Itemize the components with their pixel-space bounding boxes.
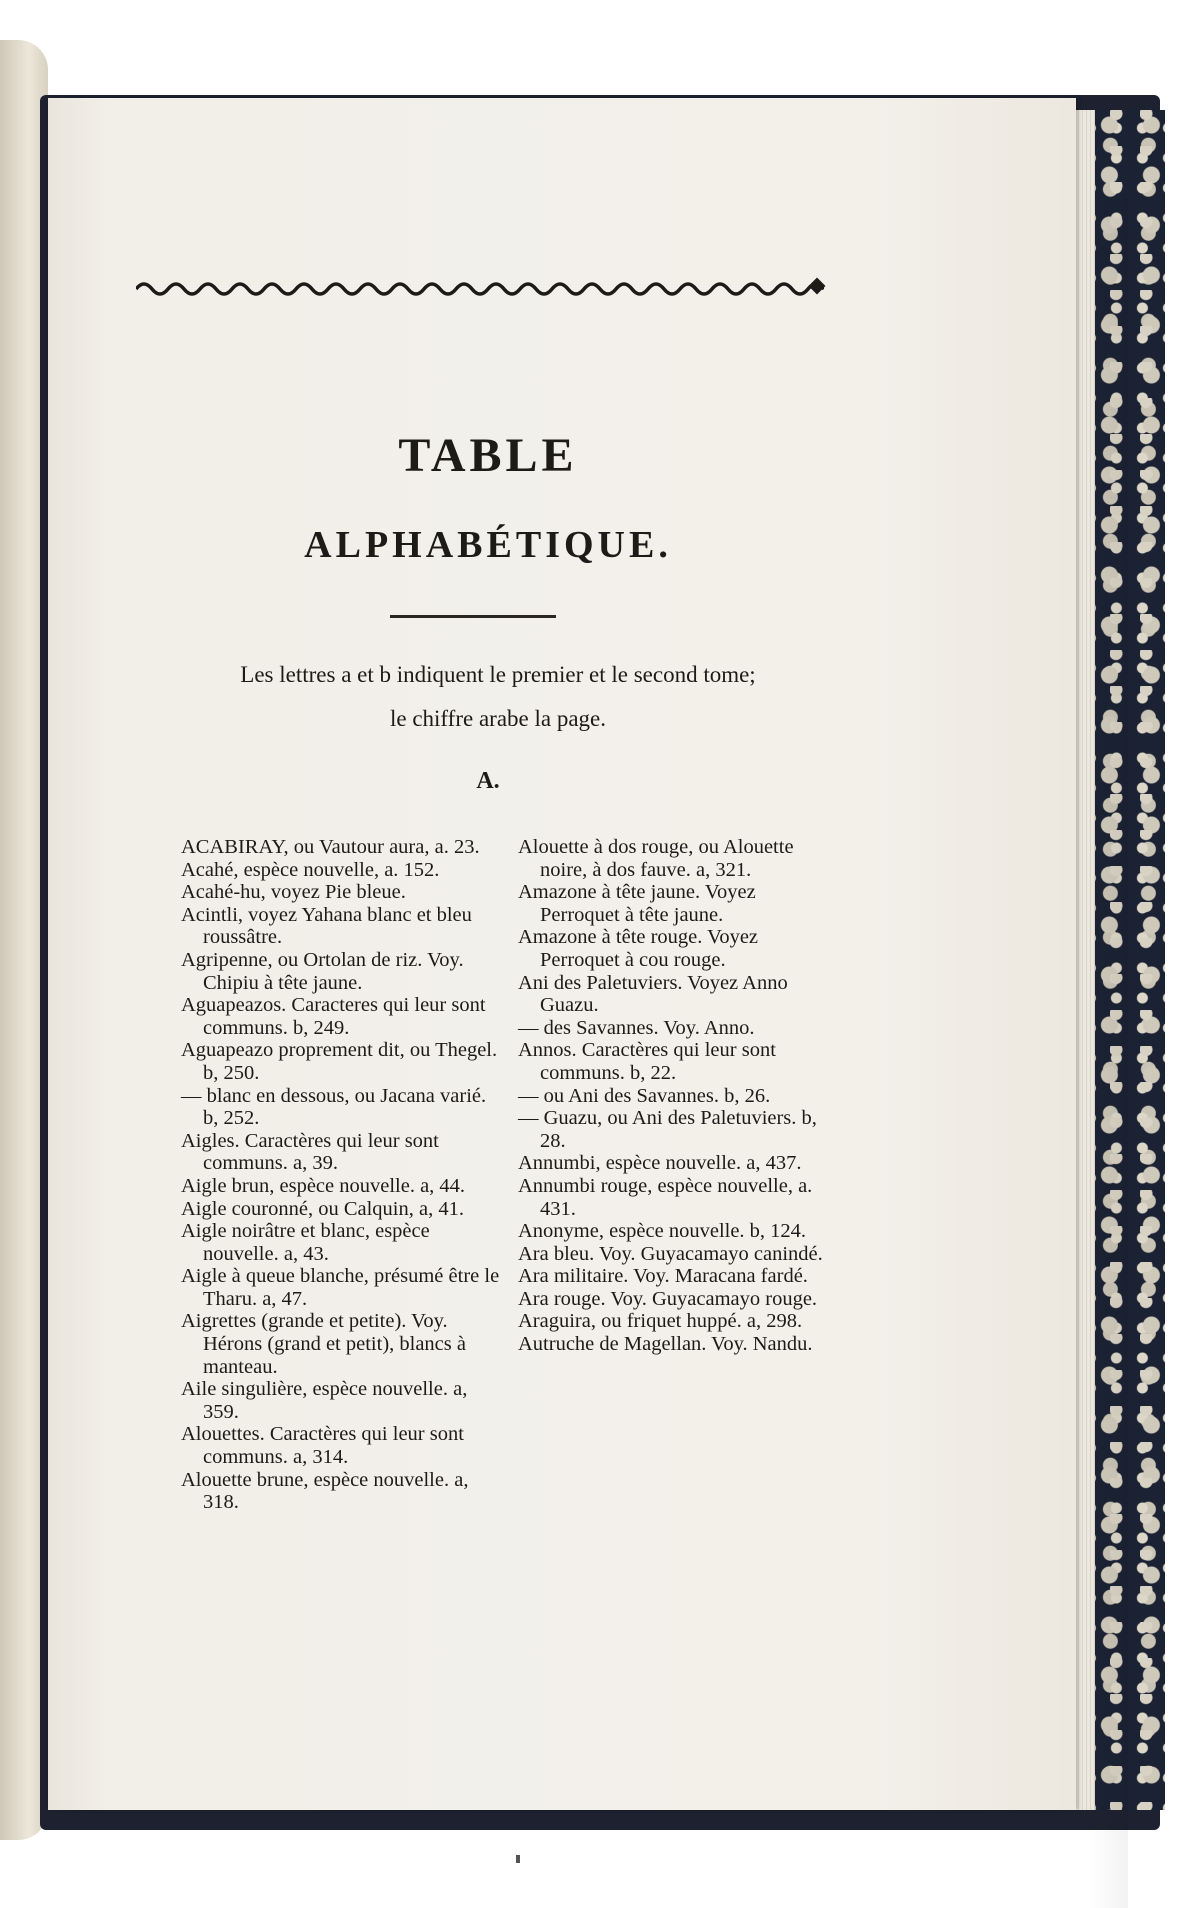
index-entry: — des Savannes. Voy. Anno.: [518, 1016, 755, 1039]
index-entry: Aguapeazo proprement dit, ou Thegel. b, 250.: [181, 1039, 498, 1084]
index-entry: Aigles. Caractères qui leur sont communs. a, 39.: [181, 1129, 439, 1175]
index-entry: Aigle brun, espèce nouvelle. a, 44.: [181, 1174, 466, 1197]
index-entry: Annumbi, espèce nouvelle. a, 437.: [518, 1152, 802, 1175]
book-page: [48, 98, 1076, 1810]
index-entry: Anonyme, espèce nouvelle. b, 124.: [518, 1220, 807, 1243]
wave-ornament: [136, 278, 824, 300]
index-entry: Aile singulière, espèce nouvelle. a, 359.: [181, 1378, 468, 1423]
index-entry: Ani des Paletuviers. Voyez Anno Guazu.: [518, 971, 788, 1017]
index-column-right: [518, 836, 840, 1356]
index-entry: — ou Ani des Savannes. b, 26.: [518, 1084, 771, 1107]
page-title: TABLE: [398, 429, 578, 482]
index-entry: Aigle noirâtre et blanc, espèce nouvelle. a, 43.: [181, 1220, 430, 1265]
index-entry: Acintli, voyez Yahana blanc et bleu roussâtre.: [181, 903, 472, 949]
shelf-mark: [516, 1855, 520, 1863]
index-entry: Aigle couronné, ou Calquin, a, 41.: [181, 1197, 464, 1220]
index-entry: — blanc en dessous, ou Jacana varié. b, 252.: [181, 1084, 487, 1130]
index-entry: Araguira, ou friquet huppé. a, 298.: [518, 1310, 803, 1333]
index-entry: Aguapeazos. Caracteres qui leur sont communs. b, 249.: [181, 994, 486, 1039]
index-entry: Acahé, espèce nouvelle, a. 152.: [181, 858, 440, 881]
index-entry: ACABIRAY, ou Vautour aura, a. 23.: [181, 836, 480, 858]
intro-line-2: le chiffre arabe la page.: [389, 706, 607, 731]
index-entry: Alouettes. Caractères qui leur sont communs. a, 314.: [181, 1423, 464, 1469]
index-entry: Ara bleu. Voy. Guyacamayo canindé.: [518, 1242, 823, 1265]
index-entry: Alouette brune, espèce nouvelle. a, 318.: [181, 1468, 469, 1514]
page-subtitle: ALPHABÉTIQUE.: [304, 524, 672, 566]
index-entry: Acahé-hu, voyez Pie bleue.: [181, 881, 406, 904]
index-entry: Aigle à queue blanche, présumé être le Tharu. a, 47.: [181, 1265, 500, 1310]
intro-line-1: Les lettres a et b indiquent le premier et le second tome;: [240, 662, 756, 687]
index-entry: Ara militaire. Voy. Maracana fardé.: [518, 1265, 808, 1288]
section-letter: A.: [476, 768, 500, 794]
title-rule: [390, 615, 556, 618]
index-entry: Annumbi rouge, espèce nouvelle, a. 431.: [518, 1174, 813, 1220]
index-entry: Autruche de Magellan. Voy. Nandu.: [518, 1333, 813, 1356]
index-entry: Agripenne, ou Ortolan de riz. Voy. Chipiu à tête jaune.: [181, 948, 464, 994]
page-fore-edge: [1088, 198, 1128, 1908]
index-entry: Alouette à dos rouge, ou Alouette noire, à dos fauve. a, 321.: [518, 836, 794, 881]
index-entry: — Guazu, ou Ani des Paletuviers. b, 28.: [518, 1107, 817, 1152]
index-entry: Amazone à tête rouge. Voyez Perroquet à cou rouge.: [518, 926, 759, 971]
intro-note: [148, 653, 848, 741]
index-entry: Ara rouge. Voy. Guyacamayo rouge.: [518, 1287, 818, 1310]
index-entry: Annos. Caractères qui leur sont communs. b, 22.: [518, 1039, 776, 1084]
index-column-left: [181, 836, 501, 1514]
index-entry: Amazone à tête jaune. Voyez Perroquet à tête jaune.: [518, 881, 756, 926]
index-entry: Aigrettes (grande et petite). Voy. Hérons (grand et petit), blancs à manteau.: [181, 1310, 466, 1378]
